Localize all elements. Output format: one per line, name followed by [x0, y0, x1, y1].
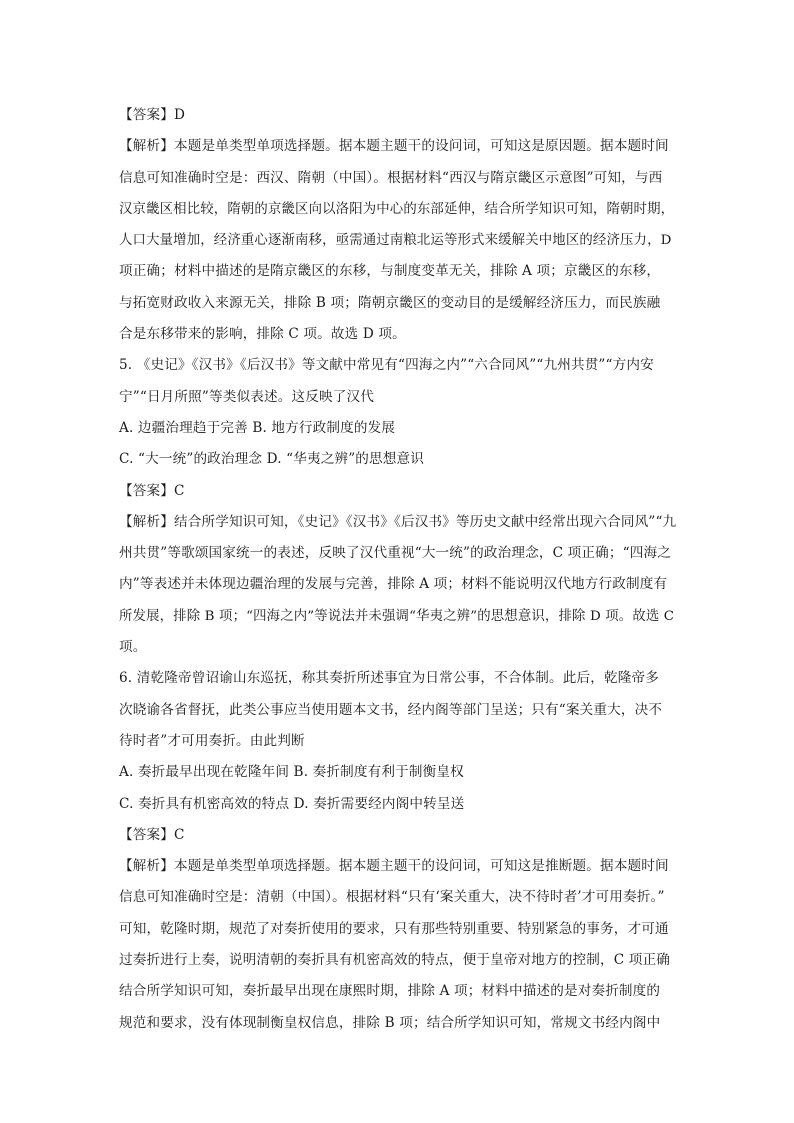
- analysis-line: 【解析】本题是单类型单项选择题。据本题主题干的设问词，可知这是原因题。据本题时间: [119, 138, 669, 155]
- analysis-line: 结合所学知识可知，奏折最早出现在康熙时期，排除 A 项；材料中描述的是对奏折制度的: [119, 983, 661, 1000]
- analysis-line: 信息可知准确时空是：西汉、隋朝（中国）。根据材料“西汉与隋京畿区示意图”可知，与西: [119, 169, 663, 186]
- analysis-line: 【解析】本题是单类型单项选择题。据本题主题干的设问词，可知这是推断题。据本题时间: [119, 858, 669, 875]
- question-6-options-cd: C. 奏折具有机密高效的特点 D. 奏折需要经内阁中转呈送: [119, 795, 465, 812]
- analysis-line: 项正确；材料中描述的是隋京畿区的东移，与制度变革无关，排除 A 项；京畿区的东移，: [119, 263, 661, 280]
- question-6-stem: 次晓谕各省督抚，此类公事应当使用题本文书，经内阁等部门呈送；只有“案关重大，决不: [119, 701, 663, 718]
- analysis-line: 与拓宽财政收入来源无关，排除 B 项；隋朝京畿区的变动目的是缓解经济压力，而民族融: [119, 294, 661, 311]
- analysis-line: 信息可知准确时空是：清朝（中国）。根据材料“只有‘案关重大，决不待时者’才可用奏折。”: [119, 889, 665, 906]
- analysis-line: 规范和要求，没有体现制衡皇权信息，排除 B 项；结合所学知识可知，常规文书经内阁中: [119, 1014, 661, 1031]
- analysis-line: 所发展，排除 B 项；“四海之内”等说法并未强调“华夷之辨”的思想意识，排除 D 项。故选 C: [119, 608, 675, 624]
- answer-label: 【答案】C: [119, 826, 185, 843]
- question-5-options-cd: C. “大一统”的政治理念 D. “华夷之辨”的思想意识: [119, 451, 425, 468]
- analysis-line: 州共贯”等歌颂国家统一的表述，反映了汉代重视“大一统”的政治理念，C 项正确；“四海之: [119, 545, 671, 562]
- document-body: [119, 100, 679, 1039]
- analysis-line: 汉京畿区相比较，隋朝的京畿区向以洛阳为中心的东部延伸，结合所学知识可知，隋朝时期，: [119, 201, 675, 217]
- analysis-line: 项。: [119, 639, 147, 656]
- analysis-line: 过奏折进行上奏，说明清朝的奏折具有机密高效的特点，便于皇帝对地方的控制，C 项正确: [119, 952, 671, 969]
- analysis-line: 合是东移带来的影响，排除 C 项。故选 D 项。: [119, 326, 406, 343]
- question-5-stem: 宁”“日月所照”等类似表述。这反映了汉代: [119, 388, 374, 405]
- question-6-stem: 6. 清乾隆帝曾诏谕山东巡抚，称其奏折所述事宜为日常公事，不合体制。此后，乾隆帝多: [119, 670, 660, 687]
- question-6-stem: 待时者”才可用奏折。由此判断: [119, 732, 305, 749]
- analysis-line: 内”等表述并未体现边疆治理的发展与完善，排除 A 项；材料不能说明汉代地方行政制度有: [119, 576, 668, 593]
- analysis-line: 人口大量增加，经济重心逐渐南移，亟需通过南粮北运等形式来缓解关中地区的经济压力，D: [119, 233, 672, 249]
- question-5-stem: 5. 《史记》《汉书》《后汉书》等文献中常见有“四海之内”“六合同风”“九州共贯”“方内安: [119, 357, 654, 374]
- analysis-line: 可知，乾隆时期，规范了对奏折使用的要求，只有那些特别重要、特别紧急的事务，才可通: [119, 920, 669, 937]
- analysis-line: 【解析】结合所学知识可知，《史记》《汉书》《后汉书》等历史文献中经常出现六合同风”“九: [119, 513, 677, 530]
- question-5-options-ab: A. 边疆治理趋于完善 B. 地方行政制度的发展: [119, 419, 396, 436]
- question-6-options-ab: A. 奏折最早出现在乾隆年间 B. 奏折制度有利于制衡皇权: [119, 764, 464, 781]
- answer-label: 【答案】D: [119, 107, 186, 123]
- answer-label: 【答案】C: [119, 482, 185, 499]
